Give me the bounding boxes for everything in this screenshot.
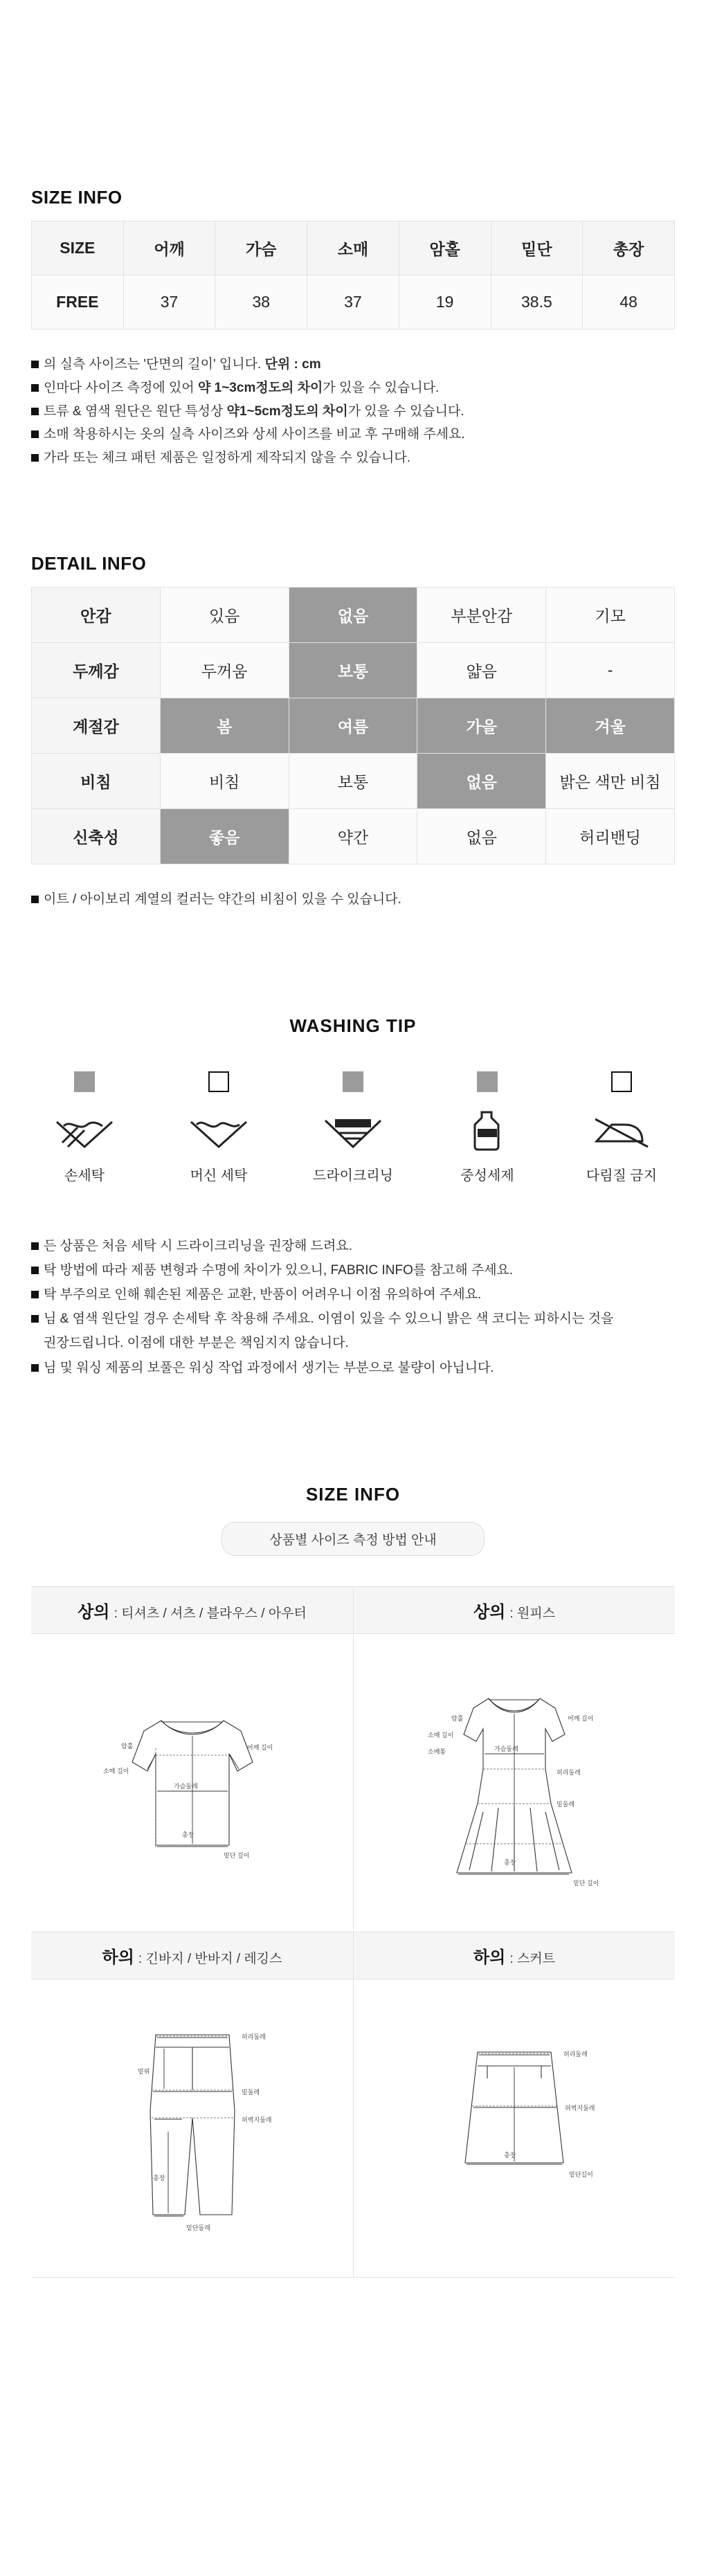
square-bullet-icon bbox=[31, 1291, 39, 1298]
size-info-header-cell: 소매 bbox=[307, 221, 399, 275]
square-bullet-icon bbox=[31, 384, 39, 392]
wash-item-label: 다림질 금지 bbox=[586, 1168, 658, 1183]
top-spacer bbox=[0, 0, 706, 187]
dress-figure bbox=[400, 1665, 628, 1901]
figure-label: 밑둘레 bbox=[556, 1800, 575, 1808]
size-info-header-cell: 어깨 bbox=[123, 221, 215, 275]
wash-item-no-iron bbox=[570, 1071, 673, 1184]
guide-category: 상의 bbox=[78, 1602, 110, 1622]
table-row bbox=[32, 698, 675, 754]
note-text: 이트 / 아이보리 계열의 컬러는 약간의 비침이 있을 수 있습니다. bbox=[44, 892, 401, 907]
figure-label: 허리둘레 bbox=[556, 1768, 581, 1776]
guide-cell-pants bbox=[31, 1932, 353, 2278]
note-line bbox=[31, 423, 675, 446]
detail-option-cell-selected: 봄 bbox=[160, 698, 289, 754]
no-iron-icon bbox=[570, 1109, 673, 1152]
detail-option-cell: 허리밴딩 bbox=[546, 809, 675, 864]
square-bullet-icon bbox=[31, 408, 39, 415]
size-info-cell: 38 bbox=[215, 275, 307, 329]
washing-tip-notes bbox=[31, 1234, 675, 1380]
note-line bbox=[31, 1307, 675, 1331]
note-line bbox=[31, 1282, 675, 1307]
detail-row-label: 두께감 bbox=[32, 643, 161, 698]
guide-gap bbox=[0, 1380, 706, 1484]
wash-chip-icon bbox=[611, 1071, 632, 1092]
guide-cell-top-tee bbox=[31, 1587, 353, 1932]
detail-gap bbox=[0, 470, 706, 553]
detail-option-cell: 약간 bbox=[289, 809, 417, 864]
figure-label: 허벅지둘레 bbox=[241, 2116, 271, 2123]
wash-chip-icon bbox=[477, 1071, 498, 1092]
figure-label: 총장 bbox=[181, 1831, 194, 1838]
size-info-cell: 48 bbox=[583, 275, 675, 329]
size-guide-title: SIZE INFO bbox=[305, 1483, 401, 1505]
wash-item-label: 드라이크리닝 bbox=[313, 1168, 393, 1183]
note-line bbox=[31, 888, 675, 911]
figure-label: 총장 bbox=[152, 2174, 165, 2182]
detail-option-cell: 밝은 색만 비침 bbox=[546, 754, 675, 809]
table-row bbox=[32, 809, 675, 864]
size-info-notes bbox=[31, 353, 675, 470]
figure-label: 암홀 bbox=[451, 1714, 464, 1722]
detail-option-cell: 보통 bbox=[289, 754, 417, 809]
detail-row-label: 계절감 bbox=[32, 698, 161, 754]
note-line bbox=[31, 377, 675, 400]
guide-figure-area bbox=[31, 1979, 353, 2277]
detail-option-cell: 비침 bbox=[160, 754, 289, 809]
washing-tip-section bbox=[31, 1015, 675, 1380]
note-line bbox=[31, 400, 675, 424]
square-bullet-icon bbox=[31, 454, 39, 462]
figure-label: 밑단 길이 bbox=[573, 1879, 599, 1887]
wash-chip-icon bbox=[74, 1071, 95, 1092]
square-bullet-icon bbox=[31, 430, 39, 438]
note-line bbox=[31, 1234, 675, 1258]
note-text: 탁 방법에 따라 제품 변형과 수명에 차이가 있으니, FABRIC INFO를 참고해 주세요. bbox=[44, 1263, 514, 1278]
figure-label: 소매 길이 bbox=[102, 1767, 129, 1775]
detail-info-notes bbox=[31, 888, 675, 911]
guide-category: 하의 bbox=[102, 1948, 134, 1967]
wash-item-label: 중성세제 bbox=[460, 1168, 514, 1183]
note-line bbox=[31, 353, 675, 377]
detail-option-cell: 있음 bbox=[160, 588, 289, 643]
note-text: 가라 또는 체크 패턴 제품은 일정하게 제작되지 않을 수 있습니다. bbox=[44, 451, 410, 466]
wash-item-hand-wash bbox=[33, 1071, 136, 1184]
square-bullet-icon bbox=[31, 1242, 39, 1250]
pants-figure bbox=[78, 2007, 307, 2249]
guide-cell-header bbox=[354, 1932, 675, 1979]
washing-tip-title: WASHING TIP bbox=[289, 1015, 417, 1036]
note-text: 인마다 사이즈 측정에 있어 bbox=[44, 380, 199, 395]
guide-category: 상의 bbox=[473, 1602, 506, 1622]
detail-option-cell-selected: 좋음 bbox=[160, 809, 289, 864]
guide-cell-header bbox=[31, 1932, 353, 1979]
note-text: 님 및 워싱 제품의 보풀은 워싱 작업 과정에서 생기는 부분으로 불량이 아닙니다. bbox=[44, 1360, 494, 1375]
detail-option-cell: 없음 bbox=[417, 809, 546, 864]
washing-gap bbox=[0, 911, 706, 1015]
note-bold: 단위 : cm bbox=[264, 357, 321, 372]
square-bullet-icon bbox=[31, 1364, 39, 1372]
guide-figure-area bbox=[354, 1634, 675, 1932]
wash-item-label: 손세탁 bbox=[64, 1168, 105, 1183]
note-text: 의 실측 사이즈는 '단면의 길이' 입니다. bbox=[44, 357, 265, 372]
size-info-header-cell: 총장 bbox=[583, 221, 675, 275]
detail-info-table bbox=[31, 587, 675, 864]
size-info-header-cell: 가슴 bbox=[215, 221, 307, 275]
note-text: 님 & 염색 원단일 경우 손세탁 후 착용해 주세요. 이염이 있을 수 있으니 밝은 색 코디는 피하시는 것을 bbox=[44, 1312, 614, 1327]
guide-cell-skirt bbox=[353, 1932, 675, 2278]
wash-item-label: 머신 세탁 bbox=[190, 1168, 248, 1183]
guide-row bbox=[31, 1587, 675, 1932]
detail-option-cell: 두꺼움 bbox=[160, 643, 289, 698]
guide-subcategory: : 스커트 bbox=[509, 1951, 556, 1966]
guide-category: 하의 bbox=[473, 1948, 506, 1967]
guide-subcategory: : 긴바지 / 반바지 / 레깅스 bbox=[138, 1951, 282, 1966]
size-guide-section bbox=[31, 1484, 675, 2278]
wash-chip-icon bbox=[343, 1071, 363, 1092]
detail-option-cell-selected: 없음 bbox=[289, 588, 417, 643]
figure-label: 밑단길이 bbox=[569, 2170, 593, 2178]
neutral-detergent-icon bbox=[435, 1109, 539, 1152]
detail-row-label: 비침 bbox=[32, 754, 161, 809]
note-text-post: 가 있을 수 있습니다. bbox=[347, 403, 464, 419]
detail-info-section bbox=[31, 553, 675, 911]
size-guide-grid bbox=[31, 1586, 675, 2278]
note-text: 든 상품은 처음 세탁 시 드라이크리닝을 권장해 드려요. bbox=[44, 1238, 353, 1253]
figure-label: 허리둘레 bbox=[241, 2033, 266, 2040]
wash-item-machine-wash bbox=[167, 1071, 271, 1184]
square-bullet-icon bbox=[31, 896, 39, 903]
note-line bbox=[31, 446, 675, 470]
note-bold: 약1~5cm정도의 차이 bbox=[226, 403, 348, 419]
note-text: 권장드립니다. 이점에 대한 부분은 책임지지 않습니다. bbox=[44, 1336, 349, 1351]
note-line bbox=[31, 1356, 675, 1380]
size-info-cell: 37 bbox=[307, 275, 399, 329]
note-line bbox=[31, 1331, 675, 1355]
size-info-table bbox=[31, 221, 675, 329]
figure-label: 어깨 길이 bbox=[246, 1743, 273, 1751]
guide-figure-area bbox=[31, 1634, 353, 1932]
figure-label: 가슴둘레 bbox=[494, 1745, 518, 1752]
wash-chip-icon bbox=[208, 1071, 229, 1092]
size-info-title: SIZE INFO bbox=[31, 187, 123, 208]
size-info-cell: 38.5 bbox=[491, 275, 583, 329]
note-text: 탁 부주의로 인해 훼손된 제품은 교환, 반품이 어려우니 이점 유의하여 주세요. bbox=[44, 1287, 482, 1303]
figure-label: 소매 길이 bbox=[428, 1731, 454, 1739]
detail-option-cell-selected: 겨울 bbox=[546, 698, 675, 754]
size-info-section bbox=[31, 187, 675, 470]
table-row bbox=[32, 643, 675, 698]
figure-label: 총장 bbox=[504, 2151, 516, 2159]
size-info-header-cell: 밑단 bbox=[491, 221, 583, 275]
size-info-header-row bbox=[32, 221, 675, 275]
machine-wash-icon bbox=[167, 1109, 271, 1152]
figure-label: 가슴둘레 bbox=[173, 1782, 198, 1790]
square-bullet-icon bbox=[31, 1315, 39, 1323]
figure-label: 허벅지둘레 bbox=[565, 2104, 595, 2112]
note-line bbox=[31, 1258, 675, 1282]
guide-subcategory: : 원피스 bbox=[509, 1606, 556, 1621]
figure-label: 밑단 길이 bbox=[223, 1851, 249, 1859]
square-bullet-icon bbox=[31, 1267, 39, 1274]
size-info-header-cell: SIZE bbox=[32, 221, 124, 275]
figure-label: 허리둘레 bbox=[563, 2050, 588, 2058]
guide-cell-header bbox=[31, 1587, 353, 1634]
size-info-cell: 19 bbox=[399, 275, 491, 329]
figure-label: 밑단둘레 bbox=[185, 2224, 210, 2231]
washing-icon-row bbox=[31, 1071, 675, 1184]
figure-label: 소매통 bbox=[428, 1748, 446, 1755]
hand-wash-icon bbox=[33, 1109, 136, 1152]
skirt-figure bbox=[400, 2024, 628, 2232]
note-bold: 약 1~3cm정도의 차이 bbox=[198, 380, 323, 395]
detail-option-cell: 얇음 bbox=[417, 643, 546, 698]
detail-option-cell: 기모 bbox=[546, 588, 675, 643]
guide-figure-area bbox=[354, 1979, 675, 2277]
figure-label: 밑둘레 bbox=[241, 2088, 260, 2096]
detail-row-label: 신축성 bbox=[32, 809, 161, 864]
guide-subcategory: : 티셔츠 / 셔츠 / 블라우스 / 아우터 bbox=[114, 1606, 307, 1621]
size-info-cell: FREE bbox=[32, 275, 124, 329]
figure-label: 어깨 길이 bbox=[568, 1714, 594, 1722]
figure-label: 밑위 bbox=[137, 2067, 150, 2075]
detail-option-cell-selected: 보통 bbox=[289, 643, 417, 698]
detail-option-cell-selected: 여름 bbox=[289, 698, 417, 754]
dry-clean-icon bbox=[301, 1109, 405, 1152]
detail-info-title: DETAIL INFO bbox=[31, 553, 147, 574]
detail-option-cell: - bbox=[546, 643, 675, 698]
guide-cell-header bbox=[354, 1587, 675, 1634]
top-tee-figure bbox=[78, 1672, 307, 1894]
square-bullet-icon bbox=[31, 361, 39, 368]
detail-option-cell: 부분안감 bbox=[417, 588, 546, 643]
note-text-post: 가 있을 수 있습니다. bbox=[323, 380, 440, 395]
size-info-cell: 37 bbox=[123, 275, 215, 329]
detail-row-label: 안감 bbox=[32, 588, 161, 643]
figure-label: 총장 bbox=[504, 1858, 516, 1866]
table-row bbox=[32, 588, 675, 643]
guide-row bbox=[31, 1932, 675, 2278]
note-text: 소매 착용하시는 옷의 실측 사이즈와 상세 사이즈를 비교 후 구매해 주세요. bbox=[44, 427, 465, 442]
note-text: 트류 & 염색 원단은 원단 특성상 bbox=[44, 403, 227, 419]
size-info-header-cell: 암홀 bbox=[399, 221, 491, 275]
detail-option-cell-selected: 가을 bbox=[417, 698, 546, 754]
size-guide-subtitle: 상품별 사이즈 측정 방법 안내 bbox=[221, 1522, 485, 1556]
table-row bbox=[32, 275, 675, 329]
table-row bbox=[32, 754, 675, 809]
detail-option-cell-selected: 없음 bbox=[417, 754, 546, 809]
guide-cell-dress bbox=[353, 1587, 675, 1932]
figure-label: 암홀 bbox=[120, 1742, 133, 1750]
wash-item-dry-clean bbox=[301, 1071, 405, 1184]
wash-item-neutral-detergent bbox=[435, 1071, 539, 1184]
